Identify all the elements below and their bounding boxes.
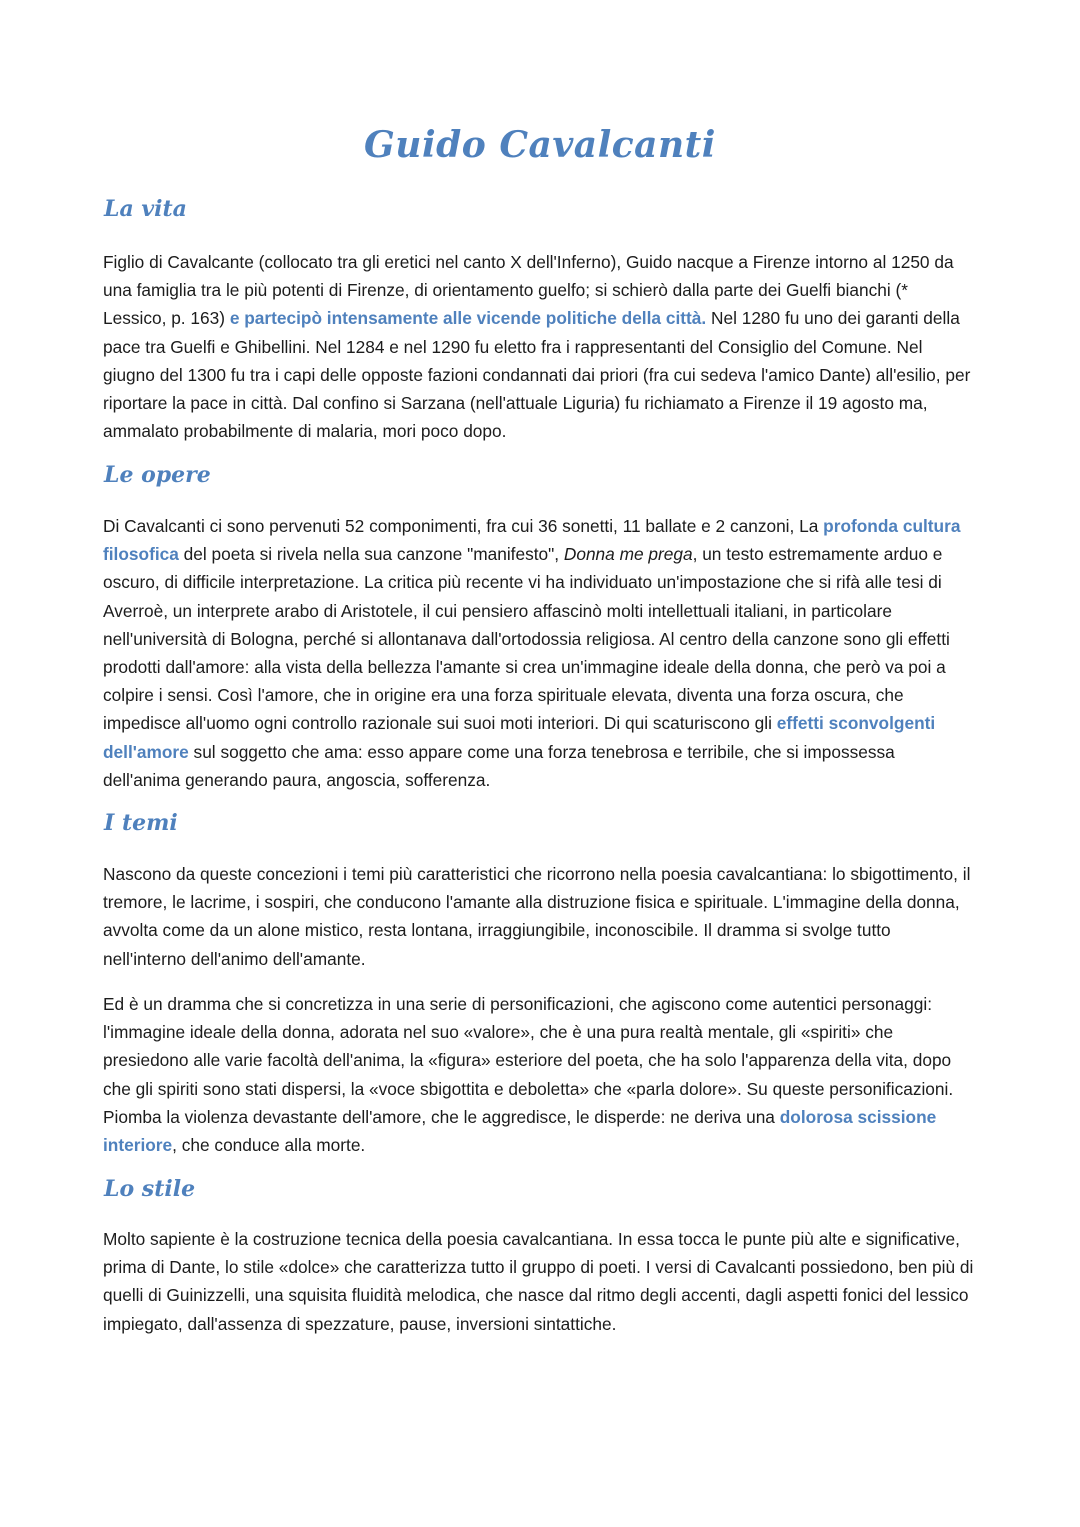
paragraph-stile bbox=[103, 1225, 975, 1338]
paragraph-opere bbox=[103, 512, 975, 794]
paragraph-vita bbox=[103, 248, 975, 445]
opere-highlight-2: effetti sconvolgenti dell'amore bbox=[103, 713, 936, 762]
temi-p2-text-1: Ed è un dramma che si concretizza in una serie di personificazioni, che agiscono come autentici personaggi: l'immagine ideale della donna, adorata nel suo «valore», che è una pura realtà mentale, gli «spiriti» che presiedono alle varie facoltà dell'anima, la «figura» esteriore del poeta, che ha solo l'apparenza della vita, dopo che gli spiriti sono stati dispersi, la «voce sbigottita e deboletta» che «parla dolore». Su queste personificazioni. Piomba la violenza devastante dell'amore, che le aggredisce, le disperde: ne deriva una bbox=[103, 994, 954, 1127]
opere-text-3: , un testo estremamente arduo e oscuro, di difficile interpretazione. La critica più recente vi ha individuato un'impostazione che si rifà alle tesi di Averroè, un interprete arabo di Aristotele, il cui pensiero affascinò molti intellettuali italiani, in particolare nell'università di Bologna, perché si allontanava dall'ortodossia religiosa. Al centro della canzone sono gli effetti prodotti dall'amore: alla vista della bellezza l'amante si crea un'immagine ideale della donna, che però va poi a colpire i sensi. Così l'amore, che in origine era una forza spirituale elevata, diventa una forza oscura, che impedisce all'uomo ogni controllo razionale sui suoi moti interiori. Di qui scaturiscono gli bbox=[103, 544, 950, 734]
opere-italic-title: Donna me prega bbox=[563, 544, 693, 565]
temi-p2-text-2: , che conduce alla morte. bbox=[172, 1135, 366, 1156]
stile-text: Molto sapiente è la costruzione tecnica della poesia cavalcantiana. In essa tocca le punte più alte e significative, prima di Dante, lo stile «dolce» che caratterizza tutto il gruppo di poeti. I versi di Cavalcanti possiedono, ben più di quelli di Guinizzelli, una squisita fluidità melodica, che nasce dal ritmo degli accenti, dagli aspetti fonici del lessico impiegato, dall'assenza di spezzature, pause, inversioni sintattiche. bbox=[103, 1229, 974, 1334]
temi-highlight-1: dolorosa scissione interiore bbox=[103, 1106, 937, 1156]
paragraph-temi-1 bbox=[103, 860, 975, 973]
opere-highlight-1: profonda cultura filosofica bbox=[103, 516, 961, 565]
page-title: Guido Cavalcanti bbox=[364, 124, 716, 166]
heading-temi: I temi bbox=[104, 810, 178, 836]
vita-highlight-1: e partecipò intensamente alle vicende politiche della città. bbox=[229, 308, 707, 329]
vita-text-1: Figlio di Cavalcante (collocato tra gli eretici nel canto X dell'Inferno), Guido nacque a Firenze intorno al 1250 da una famiglia tra le più potenti di Firenze, di orientamento guelfo; si schierò dalla parte dei Guelfi bianchi (* Lessico, p. 163) bbox=[103, 252, 954, 329]
heading-stile: Lo stile bbox=[104, 1176, 196, 1202]
heading-opere: Le opere bbox=[104, 462, 211, 488]
vita-text-2: Nel 1280 fu uno dei garanti della pace tra Guelfi e Ghibellini. Nel 1284 e nel 1290 fu eletto fra i rappresentanti del Consiglio del Comune. Nel giugno del 1300 fu tra i capi delle opposte fazioni condannati dai priori (fra cui sedeva l'amico Dante) all'esilio, per riportare la pace in città. Dal confino si Sarzana (nell'attuale Liguria) fu richiamato a Firenze il 19 agosto ma, ammalato probabilmente di malaria, mori poco dopo. bbox=[103, 308, 971, 442]
heading-vita: La vita bbox=[104, 196, 187, 222]
opere-text-4: sul soggetto che ama: esso appare come una forza tenebrosa e terribile, che si impossessa dell'anima generando paura, angoscia, sofferenza. bbox=[103, 741, 895, 790]
opere-text-2: del poeta si rivela nella sua canzone "manifesto", bbox=[178, 544, 564, 565]
paragraph-temi-2 bbox=[103, 990, 975, 1159]
temi-p1-text: Nascono da queste concezioni i temi più caratteristici che ricorrono nella poesia cavalcantiana: lo sbigottimento, il tremore, le lacrime, i sospiri, che conducono l'amante alla distruzione fisica e spirituale. L'immagine della donna, avvolta come da un alone mistico, resta lontana, irraggiungibile, inconoscibile. Il dramma si svolge tutto nell'interno dell'animo dell'amante. bbox=[103, 864, 971, 969]
opere-text-1: Di Cavalcanti ci sono pervenuti 52 componimenti, fra cui 36 sonetti, 11 ballate e 2 canzoni, La bbox=[103, 516, 824, 536]
